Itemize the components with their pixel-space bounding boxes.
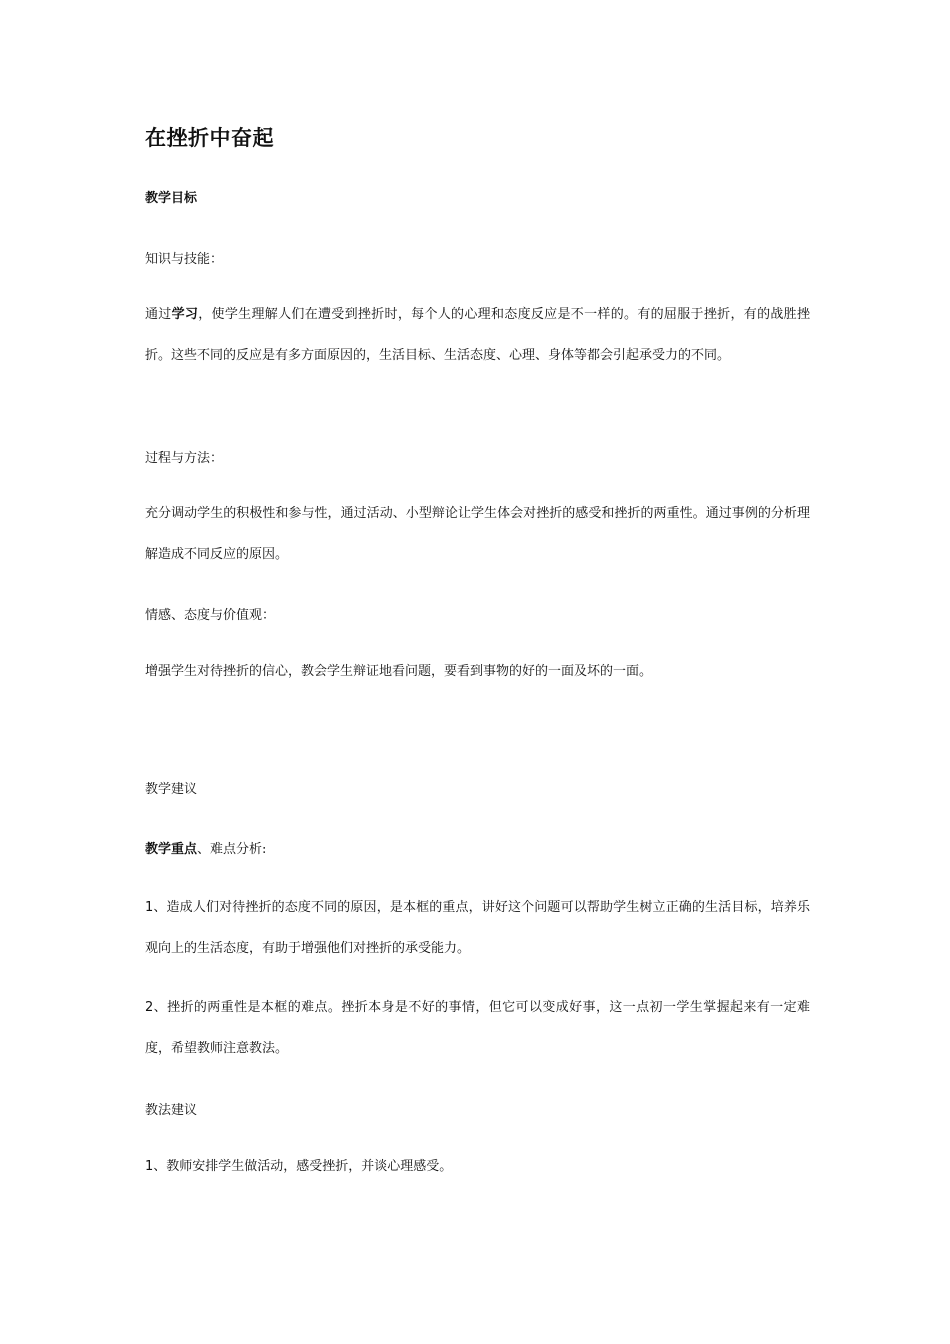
- keypoint-1-number: 1: [145, 900, 154, 915]
- objectives-heading: 教学目标: [145, 191, 198, 206]
- knowledge-text-prefix: 通过: [145, 307, 172, 322]
- keypoints-label-rest: 、难点分析:: [197, 842, 267, 857]
- keypoints-label-bold: 教学重点: [145, 842, 198, 857]
- knowledge-text-bold: 学习: [171, 307, 199, 322]
- knowledge-paragraph: [145, 294, 810, 376]
- method-1-text: 、教师安排学生做活动，感受挫折，并谈心理感受。: [153, 1159, 453, 1174]
- keypoint-1-paragraph: [145, 887, 810, 969]
- method-1-paragraph: [145, 1158, 452, 1176]
- method-1-number: 1: [145, 1159, 154, 1174]
- process-paragraph: 充分调动学生的积极性和参与性，通过活动、小型辩论让学生体会对挫折的感受和挫折的两重性。通过事例的分析理解造成不同反应的原因。: [145, 506, 810, 562]
- knowledge-label: 知识与技能：: [145, 252, 224, 267]
- keypoint-2-paragraph: [145, 987, 810, 1069]
- suggestions-heading: 教学建议: [145, 782, 198, 797]
- keypoint-2-text: 、挫折的两重性是本框的难点。挫折本身是不好的事情，但它可以变成好事，这一点初一学生掌握起来有一定难度，希望教师注意教法。: [145, 1000, 810, 1056]
- process-label: 过程与方法：: [145, 451, 224, 466]
- document-title: 在挫折中奋起: [145, 126, 274, 150]
- emotion-label: 情感、态度与价值观：: [145, 608, 276, 623]
- emotion-paragraph: 增强学生对待挫折的信心，教会学生辩证地看问题，要看到事物的好的一面及坏的一面。: [145, 664, 653, 679]
- keypoint-2-number: 2: [145, 1000, 154, 1015]
- knowledge-text-rest: ，使学生理解人们在遭受到挫折时，每个人的心理和态度反应是不一样的。有的屈服于挫折，有的战胜挫折。这些不同的反应是有多方面原因的，生活目标、生活态度、心理、身体等都会引起承受力的不同。: [145, 307, 810, 363]
- keypoint-1-text: 、造成人们对待挫折的态度不同的原因，是本框的重点，讲好这个问题可以帮助学生树立正确的生活目标，培养乐观向上的生活态度，有助于增强他们对挫折的承受能力。: [145, 900, 810, 956]
- method-heading: 教法建议: [145, 1103, 198, 1118]
- keypoints-label: [145, 841, 266, 859]
